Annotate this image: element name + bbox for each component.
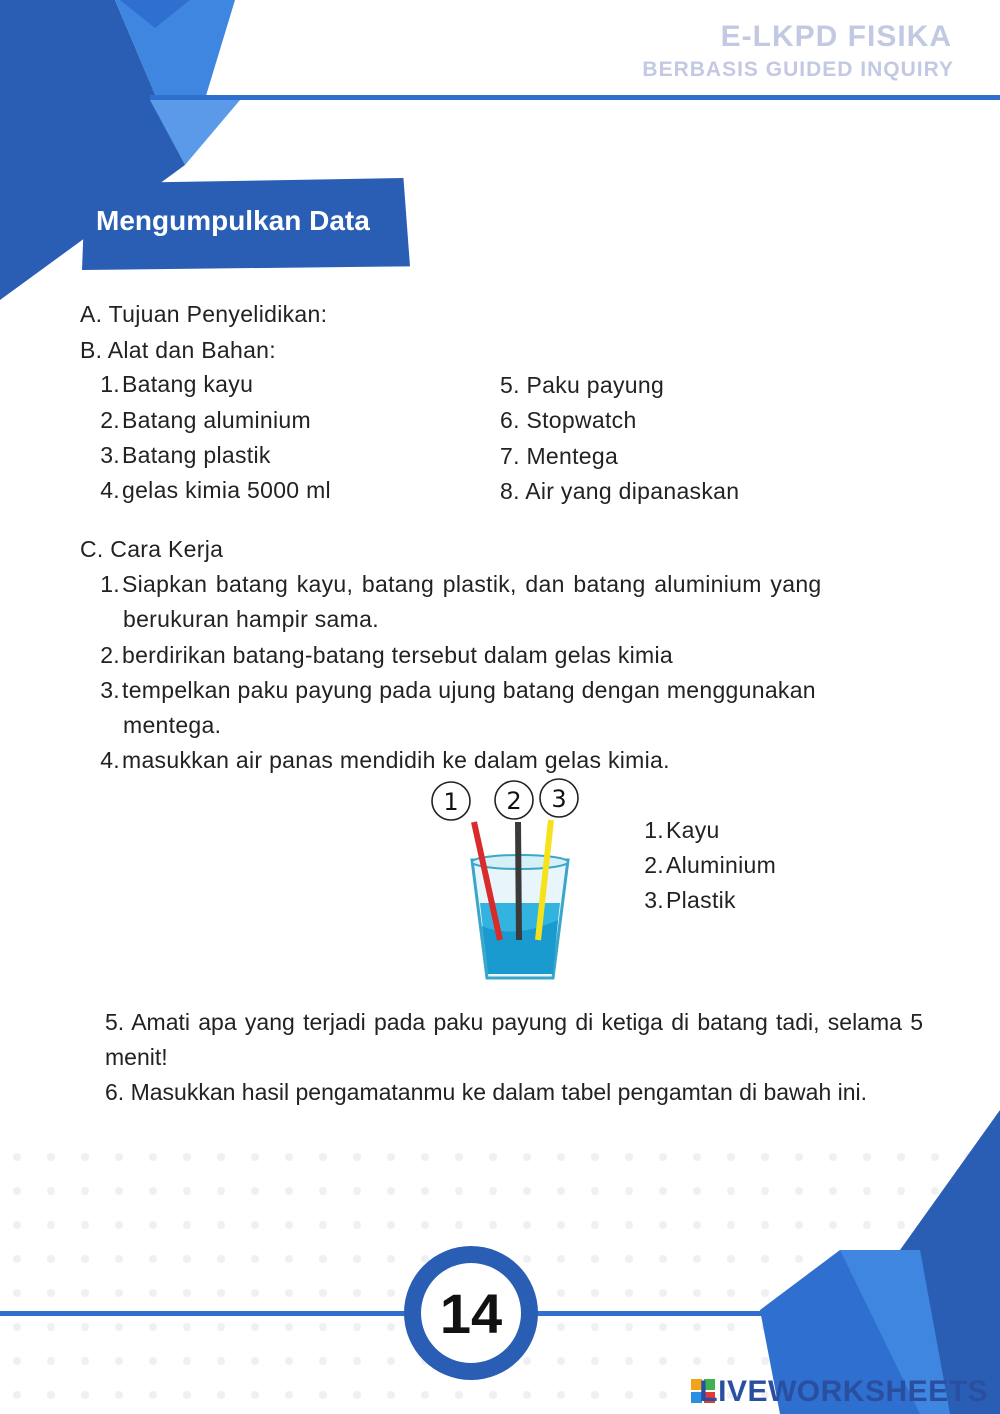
rod-label-2: 2 [506, 787, 522, 815]
list-item: 3.Batang plastik [100, 442, 271, 468]
page-number: 14 [421, 1263, 521, 1363]
list-item: 6. Stopwatch [500, 407, 637, 433]
footer-line-right [520, 1311, 820, 1316]
aluminium-rod [518, 822, 519, 940]
procedure-label: C. Cara Kerja [80, 536, 224, 562]
footer-line-left [0, 1311, 420, 1316]
step-5: 5. Amati apa yang terjadi pada paku payung di ketiga di batang tadi, selama 5 menit! [105, 1009, 923, 1070]
list-item: 1.Siapkan batang kayu, batang plastik, dan batang aluminium yang [100, 571, 822, 597]
header-subtitle: BERBASIS GUIDED INQUIRY [642, 58, 954, 81]
list-item: 8. Air yang dipanaskan [500, 478, 740, 504]
header-title: E-LKPD FISIKA [720, 20, 952, 53]
legend-item: 2.Aluminium [644, 852, 777, 878]
legend-item: 1.Kayu [644, 817, 720, 843]
rod-label-3: 3 [551, 785, 567, 813]
rod-label-1: 1 [443, 788, 459, 816]
list-item: 4.masukkan air panas mendidih ke dalam gelas kimia. [100, 747, 670, 773]
objective-label: A. Tujuan Penyelidikan: [80, 301, 328, 327]
header-divider [150, 95, 1000, 100]
tools-label: B. Alat dan Bahan: [80, 337, 276, 363]
section-title: Mengumpulkan Data [96, 205, 370, 236]
list-item: 3.tempelkan paku payung pada ujung batang dengan menggunakan [100, 677, 816, 703]
step-6: 6. Masukkan hasil pengamatanmu ke dalam tabel pengamtan di bawah ini. [105, 1079, 868, 1105]
legend-item: 3.Plastik [644, 887, 736, 913]
list-item: 2.Batang aluminium [100, 407, 311, 433]
bottom-right-decoration [720, 1100, 1000, 1414]
list-item: 4.gelas kimia 5000 ml [100, 477, 331, 503]
liveworksheets-brand[interactable]: LIVEWORKSHEETS [699, 1375, 988, 1408]
list-item: 7. Mentega [500, 443, 619, 469]
list-item-continuation: mentega. [123, 712, 222, 738]
list-item: 5. Paku payung [500, 372, 665, 398]
list-item: 2.berdirikan batang-batang tersebut dalam gelas kimia [100, 642, 674, 668]
beaker-illustration [420, 778, 590, 988]
list-item: 1.Batang kayu [100, 371, 254, 397]
list-item-continuation: berukuran hampir sama. [123, 606, 379, 632]
